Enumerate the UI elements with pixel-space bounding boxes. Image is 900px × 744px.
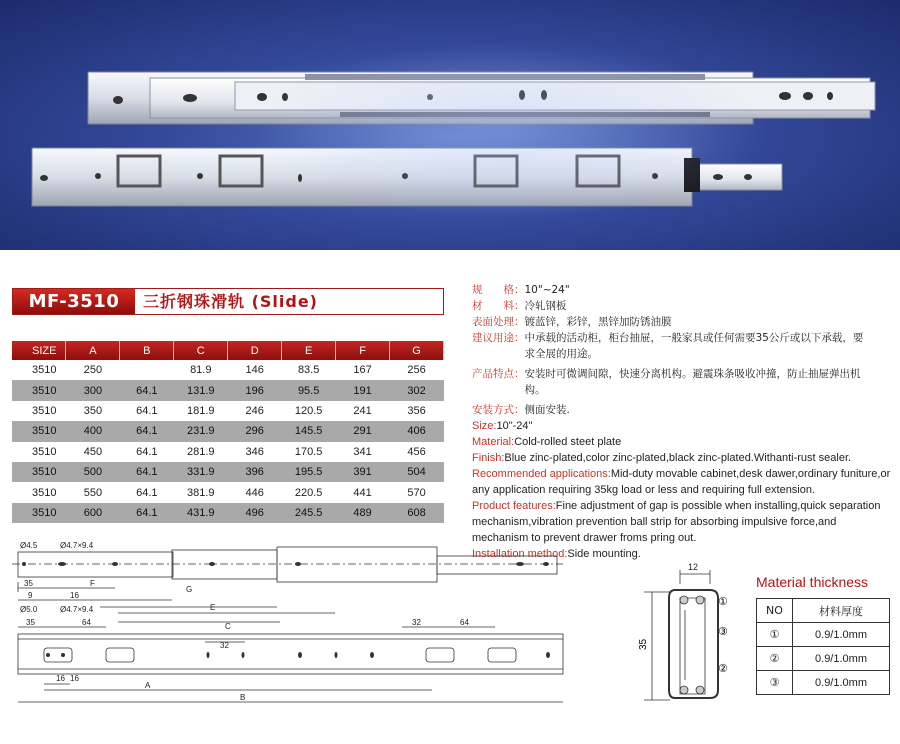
cell: 496 (228, 503, 282, 523)
profile-marker-1: ① (718, 595, 728, 608)
cell: 3510 (12, 462, 66, 482)
table-row (12, 360, 444, 380)
cell: 406 (390, 421, 444, 441)
cell: 446 (228, 482, 282, 502)
spec-finish-value-cn: 镀蓝锌，彩锌，黑锌加防锈油膜 (524, 316, 672, 328)
size-table (12, 341, 444, 523)
dim-35: 35 (24, 579, 33, 588)
cell: 246 (228, 401, 282, 421)
spec-panel (472, 282, 892, 562)
table-row (12, 462, 444, 482)
cell: 300 (66, 380, 120, 400)
spec-features-label-cn: 产品特点： (472, 368, 525, 380)
spec-install-label-en: Installation method: (472, 548, 568, 560)
spec-usage-value-cn: 中承载的活动柜，柜台抽屉，一般家具或任何需要35公斤或以下承载，要求全展的用途。 (524, 332, 864, 360)
cell: 64.1 (120, 503, 174, 523)
inner-tip-top (437, 556, 557, 574)
cell: 341 (336, 442, 390, 462)
dim-16b: 16 (70, 674, 79, 683)
spec-row-material-en (472, 434, 892, 450)
spec-material-value-cn: 冷轧钢板 (524, 300, 567, 312)
dim-g: G (186, 585, 193, 594)
spec-row-finish-cn (472, 314, 892, 330)
cell: 3510 (12, 401, 66, 421)
cell: 0.9/1.0mm (793, 623, 890, 647)
cell: 220.5 (282, 482, 336, 502)
spec-size-value-cn: 10"~24" (524, 284, 570, 296)
middle-member-top (172, 550, 277, 579)
spec-size-label-en: Size: (472, 420, 497, 432)
spec-material-label-cn: 材 料： (472, 300, 525, 312)
table-row (12, 503, 444, 523)
cell: ② (757, 647, 793, 671)
cell: 489 (336, 503, 390, 523)
cell: 131.9 (174, 380, 228, 400)
cell: 170.5 (282, 442, 336, 462)
header-size: SIZE (12, 341, 66, 360)
cell: ① (757, 623, 793, 647)
cell: 391 (336, 462, 390, 482)
profile-marker-2: ② (718, 662, 728, 675)
mounting-slot (106, 648, 134, 662)
table-row (12, 380, 444, 400)
cell (120, 360, 174, 380)
dim-a: A (145, 681, 151, 690)
cell: 64.1 (120, 482, 174, 502)
spec-row-material-cn (472, 298, 892, 314)
cell: 281.9 (174, 442, 228, 462)
cell: 256 (390, 360, 444, 380)
cell: 167 (336, 360, 390, 380)
outer-member-side (18, 634, 563, 674)
cell: 600 (66, 503, 120, 523)
cell: 64.1 (120, 401, 174, 421)
dim-64: 64 (82, 618, 91, 627)
dim-e: E (210, 603, 216, 612)
spec-material-value-en: Cold-rolled steet plate (514, 436, 622, 448)
cell: 196 (228, 380, 282, 400)
cell: 346 (228, 442, 282, 462)
cell: 381.9 (174, 482, 228, 502)
product-title-bar (12, 288, 444, 315)
cell: 550 (66, 482, 120, 502)
cell: 3510 (12, 442, 66, 462)
spec-features-value-en: Fine adjustment of gap is possible when installing,quick separation mechanism,vibration prevention ball strip for absorbing impulsive force,and mechanism to prevent drawer froms pring out. (472, 500, 881, 544)
cell: 120.5 (282, 401, 336, 421)
cell: 396 (228, 462, 282, 482)
table-row (12, 482, 444, 502)
spec-size-label-cn: 规 格： (472, 284, 525, 296)
cell: 350 (66, 401, 120, 421)
cell: 191 (336, 380, 390, 400)
cell: 356 (390, 401, 444, 421)
dim-hole3: Ø5.0 (20, 605, 38, 614)
cell: 195.5 (282, 462, 336, 482)
spec-features-value-cn: 安装时可微调间隙，快速分离机构。避震珠条吸收冲撞，防止抽屉弹出机构。 (524, 368, 861, 396)
dim-f: F (90, 579, 95, 588)
spec-row-features-cn (472, 366, 892, 398)
profile-height: 35 (638, 638, 649, 650)
cell: 83.5 (282, 360, 336, 380)
header-f: F (336, 341, 390, 360)
cell: 608 (390, 503, 444, 523)
dim-hole4: Ø4.7×9.4 (60, 605, 94, 614)
banner-glow (250, 40, 770, 220)
dim-16a: 16 (56, 674, 65, 683)
spec-finish-label-cn: 表面处理： (472, 316, 525, 328)
table-row (12, 421, 444, 441)
cell: 241 (336, 401, 390, 421)
spec-install-value-cn: 侧面安装. (524, 404, 570, 416)
cell: 64.1 (120, 421, 174, 441)
cell: 64.1 (120, 442, 174, 462)
model-number: MF-3510 (13, 289, 135, 314)
spec-row-applications-en (472, 466, 892, 498)
cell: 570 (390, 482, 444, 502)
profile-width: 12 (688, 562, 699, 572)
spec-row-usage-cn (472, 330, 892, 362)
header-d: D (228, 341, 282, 360)
cell: 441 (336, 482, 390, 502)
table-row (757, 647, 890, 671)
spec-size-value-en: 10"-24" (496, 420, 533, 432)
cell: 64.1 (120, 462, 174, 482)
thickness-header-no: NO (757, 599, 793, 623)
thickness-table (756, 598, 890, 695)
cell: 431.9 (174, 503, 228, 523)
header-e: E (282, 341, 336, 360)
table-row (757, 671, 890, 695)
cell: 500 (66, 462, 120, 482)
spec-applications-label-en: Recommended applications: (472, 468, 611, 480)
cross-section-profile (630, 560, 740, 710)
cell: 400 (66, 421, 120, 441)
spec-applications-value-en: Mid-duty movable cabinet,desk dawer,ordinary funiture,or any application requiring 35kg load or less and requiring full extension. (472, 468, 891, 496)
table-row (12, 401, 444, 421)
dim-hole2: Ø4.7×9.4 (60, 541, 94, 550)
spec-row-finish-en (472, 450, 892, 466)
thickness-header-material: 材料厚度 (793, 599, 890, 623)
dim-c: C (225, 622, 231, 631)
cell: 145.5 (282, 421, 336, 441)
dim-16: 16 (70, 591, 79, 600)
spec-row-size-cn (472, 282, 892, 298)
profile-marker-3: ③ (718, 625, 728, 638)
header-c: C (174, 341, 228, 360)
cell: 3510 (12, 482, 66, 502)
cell: 3510 (12, 360, 66, 380)
cell: 3510 (12, 503, 66, 523)
cell: 81.9 (174, 360, 228, 380)
cell: 231.9 (174, 421, 228, 441)
cell: 64.1 (120, 380, 174, 400)
table-row (12, 442, 444, 462)
spec-usage-label-cn: 建议用途： (472, 332, 525, 344)
spec-row-size-en (472, 418, 892, 434)
inner-member-top (277, 547, 437, 582)
header-a: A (66, 341, 120, 360)
header-b: B (120, 341, 174, 360)
cell: 296 (228, 421, 282, 441)
spec-features-label-en: Product features: (472, 500, 556, 512)
spec-finish-value-en: Blue zinc-plated,color zinc-plated,black zinc-plated.Withanti-rust sealer. (504, 452, 852, 464)
spec-row-install-cn (472, 402, 892, 418)
dim-35b: 35 (26, 618, 35, 627)
size-table-header (12, 341, 444, 360)
dim-64b: 64 (460, 618, 469, 627)
cell: 95.5 (282, 380, 336, 400)
dim-9: 9 (28, 591, 33, 600)
cell: 456 (390, 442, 444, 462)
cell: 504 (390, 462, 444, 482)
cell: 250 (66, 360, 120, 380)
dim-32b: 32 (412, 618, 421, 627)
header-g: G (390, 341, 444, 360)
cell: 146 (228, 360, 282, 380)
dim-b: B (240, 693, 246, 702)
spec-install-value-en: Side mounting. (567, 548, 641, 560)
table-row (757, 623, 890, 647)
cell: 0.9/1.0mm (793, 671, 890, 695)
dim-hole1: Ø4.5 (20, 541, 38, 550)
cell: 450 (66, 442, 120, 462)
cell: 3510 (12, 380, 66, 400)
spec-material-label-en: Material: (472, 436, 515, 448)
outer-member-top (18, 552, 173, 577)
mounting-slot (488, 648, 516, 662)
thickness-title: Material thickness (756, 574, 869, 590)
spec-install-label-cn: 安装方式： (472, 404, 525, 416)
spec-finish-label-en: Finish: (472, 452, 505, 464)
product-name: 三折钢珠滑轨 (Slide) (143, 292, 318, 311)
dim-32: 32 (220, 641, 229, 650)
cell: 302 (390, 380, 444, 400)
mounting-slot (426, 648, 454, 662)
cell: 291 (336, 421, 390, 441)
cell: 245.5 (282, 503, 336, 523)
thickness-header (757, 599, 890, 623)
cell: 3510 (12, 421, 66, 441)
cell: 331.9 (174, 462, 228, 482)
technical-drawing (0, 530, 610, 744)
cell: ③ (757, 671, 793, 695)
cell: 181.9 (174, 401, 228, 421)
product-photo-banner (0, 0, 900, 250)
cell: 0.9/1.0mm (793, 647, 890, 671)
